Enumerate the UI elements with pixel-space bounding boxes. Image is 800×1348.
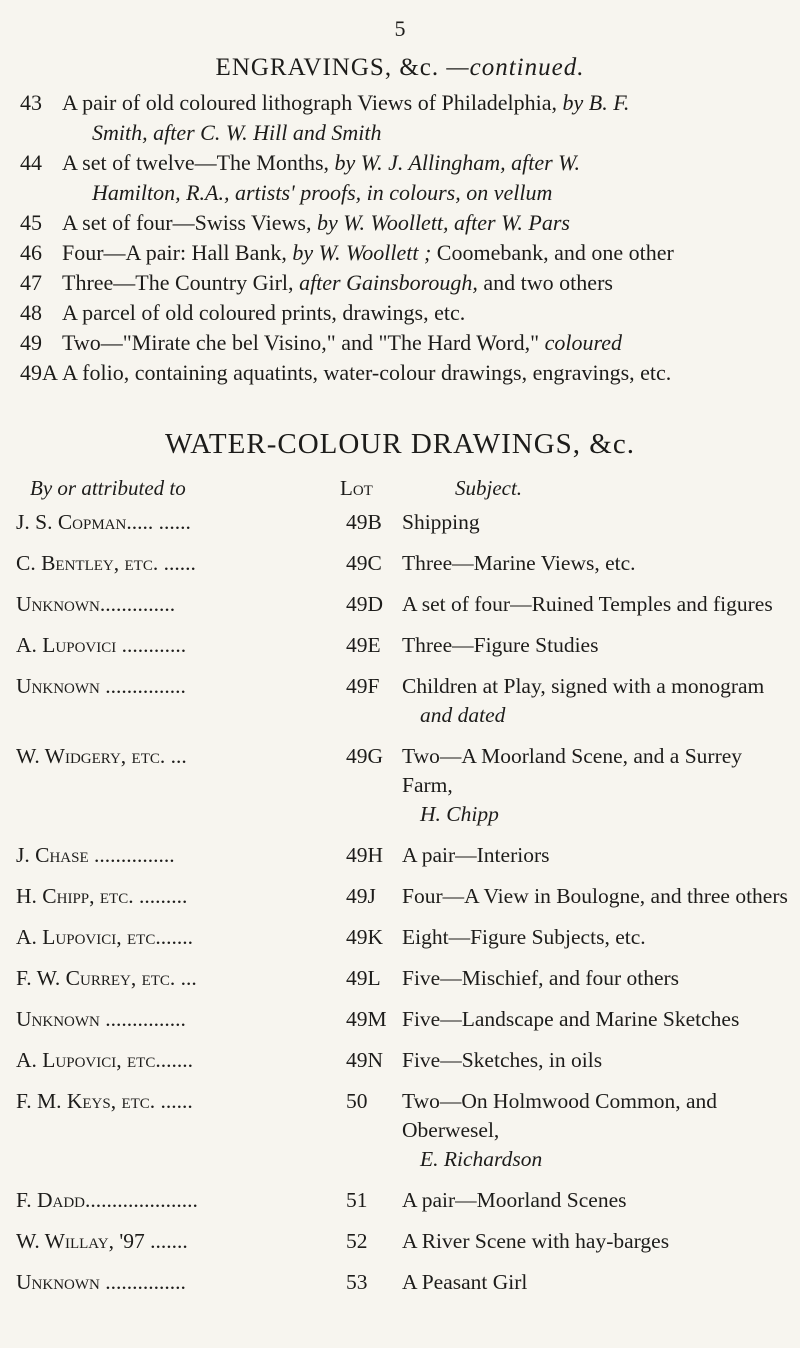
lot-text: A parcel of old coloured prints, drawings, etc. bbox=[62, 300, 466, 325]
lot-description bbox=[62, 358, 790, 388]
lot-number: 47 bbox=[20, 270, 42, 295]
lot-attribution: by B. F. bbox=[562, 90, 630, 115]
lot-number: 43 bbox=[20, 90, 42, 115]
lot-number: 52 bbox=[346, 1229, 368, 1253]
subject-description bbox=[402, 1046, 792, 1075]
watercolour-row bbox=[0, 549, 800, 578]
lot-entry bbox=[20, 328, 790, 358]
artist-name: W. Widgery, etc. ... bbox=[16, 744, 187, 768]
artist-name: Unknown.............. bbox=[16, 592, 176, 616]
lot-attribution: by W. Woollett ; bbox=[292, 240, 432, 265]
lot-description bbox=[62, 268, 790, 298]
column-header-subject: Subject. bbox=[455, 476, 523, 500]
lot-number: 49K bbox=[346, 925, 384, 949]
lot-entry bbox=[20, 208, 790, 238]
watercolour-row bbox=[0, 742, 800, 829]
lot-tail: Coomebank, and one other bbox=[431, 240, 674, 265]
subject-continuation: and dated bbox=[420, 703, 506, 727]
subject-text: A pair—Interiors bbox=[402, 843, 550, 867]
lot-attribution: by W. Woollett, after W. Pars bbox=[316, 210, 570, 235]
lot-number: 49G bbox=[346, 744, 384, 768]
lot-description bbox=[62, 88, 790, 148]
subject-description bbox=[402, 1227, 792, 1256]
watercolour-row bbox=[0, 1268, 800, 1297]
lot-entry bbox=[20, 358, 790, 388]
lot-text: A folio, containing aquatints, water-colour drawings, engravings, etc. bbox=[62, 360, 672, 385]
lot-attribution: by W. J. Allingham, after W. bbox=[334, 150, 580, 175]
lot-entry bbox=[20, 268, 790, 298]
lot-attribution: after Gainsborough, bbox=[299, 270, 478, 295]
lot-text: Three—The Country Girl, bbox=[62, 270, 294, 295]
artist-name: Unknown ............... bbox=[16, 674, 186, 698]
lot-description bbox=[62, 328, 790, 358]
lot-number: 48 bbox=[20, 300, 42, 325]
lot-number: 45 bbox=[20, 210, 42, 235]
artist-name: A. Lupovici, etc....... bbox=[16, 1048, 193, 1072]
watercolour-row bbox=[0, 1087, 800, 1174]
subject-description bbox=[402, 882, 792, 911]
subject-continuation: E. Richardson bbox=[420, 1147, 543, 1171]
lot-number: 50 bbox=[346, 1089, 368, 1113]
artist-name: W. Willay, '97 ....... bbox=[16, 1229, 188, 1253]
artist-name: J. S. Copman..... ...... bbox=[16, 510, 191, 534]
lot-tail: and two others bbox=[477, 270, 613, 295]
page-number: 5 bbox=[394, 16, 406, 41]
watercolour-row bbox=[0, 882, 800, 911]
artist-name: A. Lupovici ............ bbox=[16, 633, 187, 657]
subject-description bbox=[402, 590, 792, 619]
watercolour-row bbox=[0, 1227, 800, 1256]
lot-number: 49N bbox=[346, 1048, 384, 1072]
watercolour-row bbox=[0, 841, 800, 870]
lot-number: 49M bbox=[346, 1007, 387, 1031]
lot-number: 46 bbox=[20, 240, 42, 265]
lot-description bbox=[62, 208, 790, 238]
watercolour-row bbox=[0, 508, 800, 537]
engravings-title: ENGRAVINGS, &c. bbox=[215, 54, 440, 81]
watercolour-row bbox=[0, 1046, 800, 1075]
lot-text: Four—A pair: Hall Bank, bbox=[62, 240, 287, 265]
engravings-lot-list bbox=[20, 88, 790, 388]
lot-number: 49 bbox=[20, 330, 42, 355]
column-header-lot: Lot bbox=[340, 476, 373, 500]
subject-text: Eight—Figure Subjects, etc. bbox=[402, 925, 646, 949]
artist-name: A. Lupovici, etc....... bbox=[16, 925, 193, 949]
artist-name: F. W. Currey, etc. ... bbox=[16, 966, 197, 990]
subject-description bbox=[402, 1268, 792, 1297]
lot-number: 49E bbox=[346, 633, 381, 657]
lot-number: 49L bbox=[346, 966, 381, 990]
subject-text: Five—Landscape and Marine Sketches bbox=[402, 1007, 740, 1031]
watercolour-lot-list bbox=[0, 508, 800, 1309]
subject-text: Three—Figure Studies bbox=[402, 633, 599, 657]
subject-description bbox=[402, 841, 792, 870]
artist-name: Unknown ............... bbox=[16, 1270, 186, 1294]
subject-description bbox=[402, 964, 792, 993]
lot-entry bbox=[20, 148, 790, 208]
lot-number: 49J bbox=[346, 884, 376, 908]
subject-text: Children at Play, signed with a monogram bbox=[402, 674, 765, 698]
subject-text: A Peasant Girl bbox=[402, 1270, 528, 1294]
continued-label: —continued. bbox=[446, 54, 585, 81]
subject-text: A set of four—Ruined Temples and figures bbox=[402, 592, 773, 616]
lot-text: A pair of old coloured lithograph Views of Philadelphia, bbox=[62, 90, 558, 115]
lot-continuation: Hamilton, R.A., artists' proofs, in colours, on vellum bbox=[92, 180, 553, 205]
lot-number: 49C bbox=[346, 551, 382, 575]
lot-number: 49F bbox=[346, 674, 380, 698]
lot-number: 49B bbox=[346, 510, 382, 534]
lot-number: 53 bbox=[346, 1270, 368, 1294]
subject-description bbox=[402, 508, 792, 537]
watercolour-row bbox=[0, 964, 800, 993]
watercolour-row bbox=[0, 631, 800, 660]
subject-description bbox=[402, 1186, 792, 1215]
subject-continuation: H. Chipp bbox=[420, 802, 499, 826]
subject-text: A pair—Moorland Scenes bbox=[402, 1188, 627, 1212]
subject-text: Shipping bbox=[402, 510, 480, 534]
lot-description bbox=[62, 298, 790, 328]
lot-text: A set of twelve—The Months, bbox=[62, 150, 330, 175]
watercolour-row bbox=[0, 672, 800, 730]
watercolour-row bbox=[0, 590, 800, 619]
subject-text: Four—A View in Boulogne, and three others bbox=[402, 884, 788, 908]
lot-description bbox=[62, 238, 790, 268]
lot-description bbox=[62, 148, 790, 208]
lot-text: Two—"Mirate che bel Visino," and "The Hard Word," bbox=[62, 330, 540, 355]
subject-text: Five—Sketches, in oils bbox=[402, 1048, 603, 1072]
lot-number: 49A bbox=[20, 360, 58, 385]
artist-name: H. Chipp, etc. ......... bbox=[16, 884, 188, 908]
subject-description bbox=[402, 742, 792, 829]
subject-text: Five—Mischief, and four others bbox=[402, 966, 680, 990]
watercolour-row bbox=[0, 923, 800, 952]
subject-description bbox=[402, 672, 792, 730]
lot-number: 49D bbox=[346, 592, 384, 616]
watercolour-row bbox=[0, 1005, 800, 1034]
subject-description bbox=[402, 631, 792, 660]
watercolours-heading: WATER-COLOUR DRAWINGS, &c. bbox=[165, 428, 635, 460]
lot-entry bbox=[20, 298, 790, 328]
artist-name: Unknown ............... bbox=[16, 1007, 186, 1031]
engravings-heading bbox=[0, 54, 800, 82]
lot-number: 44 bbox=[20, 150, 42, 175]
subject-text: A River Scene with hay-barges bbox=[402, 1229, 670, 1253]
lot-number: 51 bbox=[346, 1188, 368, 1212]
subject-text: Two—A Moorland Scene, and a Surrey Farm, bbox=[402, 744, 743, 797]
artist-name: J. Chase ............... bbox=[16, 843, 175, 867]
watercolour-row bbox=[0, 1186, 800, 1215]
lot-number: 49H bbox=[346, 843, 384, 867]
lot-entry bbox=[20, 238, 790, 268]
subject-description bbox=[402, 923, 792, 952]
artist-name: C. Bentley, etc. ...... bbox=[16, 551, 196, 575]
subject-description bbox=[402, 1005, 792, 1034]
column-header-artist: By or attributed to bbox=[30, 476, 186, 500]
artist-name: F. Dadd..................... bbox=[16, 1188, 198, 1212]
column-headers bbox=[30, 476, 790, 506]
subject-text: Two—On Holmwood Common, and Oberwesel, bbox=[402, 1089, 718, 1142]
lot-continuation: Smith, after C. W. Hill and Smith bbox=[92, 120, 382, 145]
lot-entry bbox=[20, 88, 790, 148]
subject-text: Three—Marine Views, etc. bbox=[402, 551, 636, 575]
lot-attribution: coloured bbox=[544, 330, 622, 355]
subject-description bbox=[402, 549, 792, 578]
subject-description bbox=[402, 1087, 792, 1174]
lot-text: A set of four—Swiss Views, bbox=[62, 210, 312, 235]
artist-name: F. M. Keys, etc. ...... bbox=[16, 1089, 193, 1113]
